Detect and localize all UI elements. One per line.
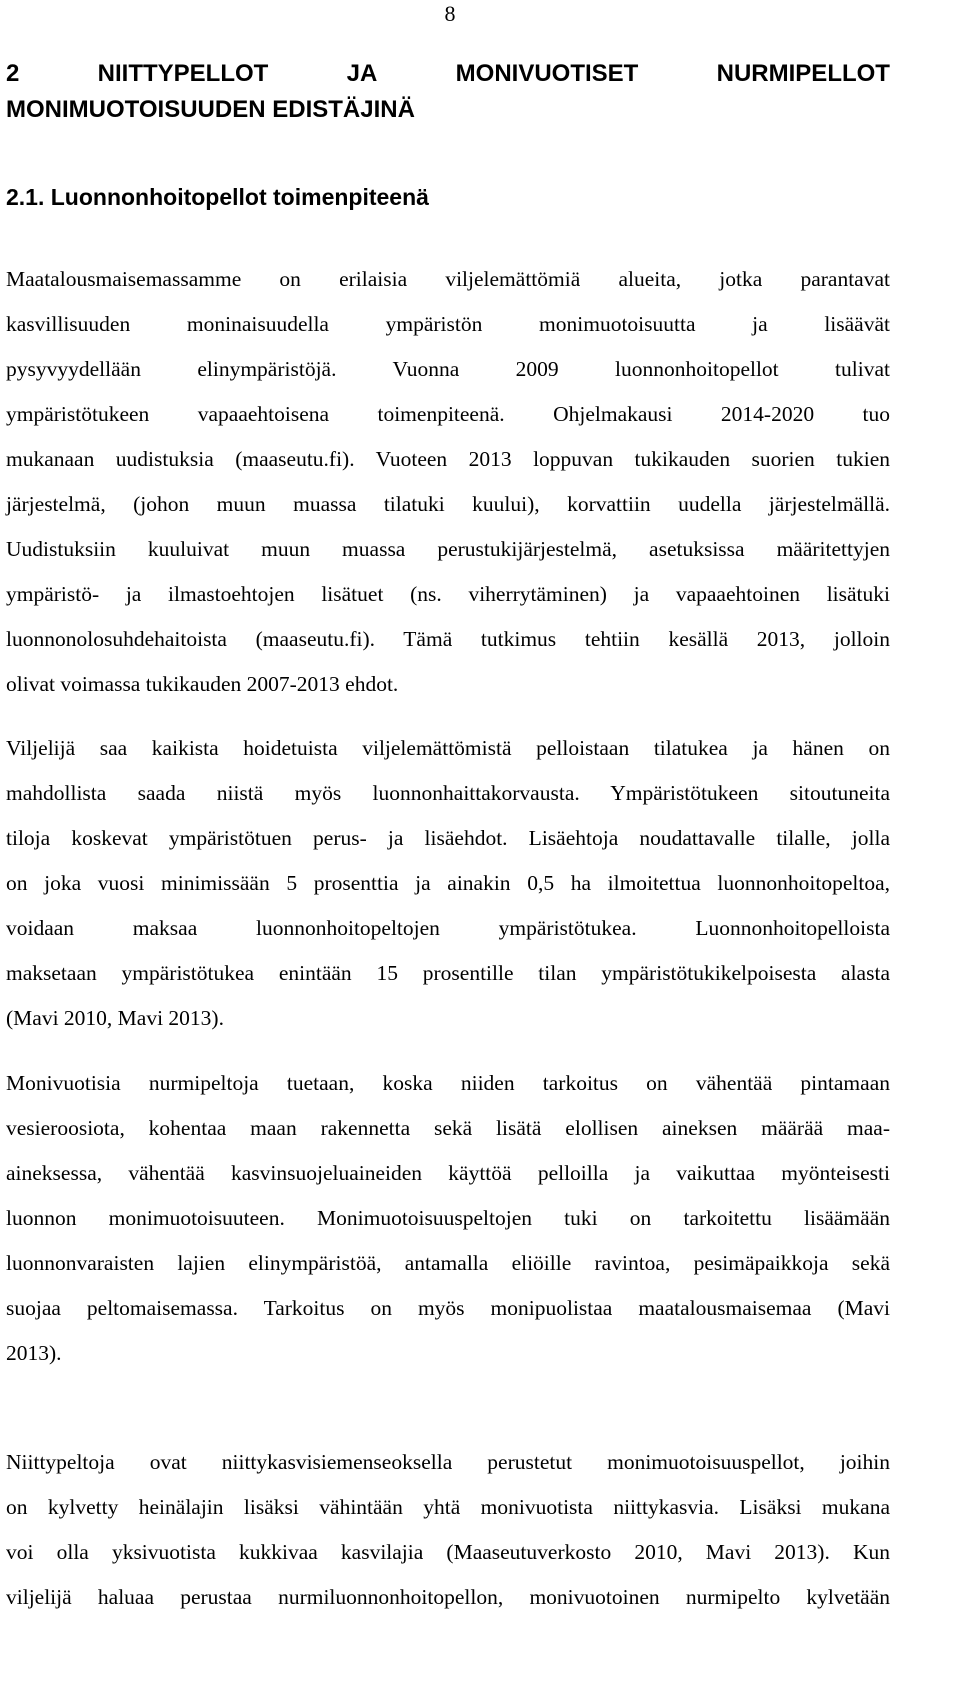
chapter-heading-line-2: MONIMUOTOISUUDEN EDISTÄJINÄ xyxy=(6,96,415,123)
paragraph-line: tiloja koskevat ympäristötuen perus- ja lisäehdot. Lisäehtoja noudattavalle tilalle, jolla xyxy=(6,826,890,850)
paragraph-line: luonnonolosuhdehaitoista (maaseutu.fi). Tämä tutkimus tehtiin kesällä 2013, jolloin xyxy=(6,627,890,651)
chapter-heading-word: NURMIPELLOT xyxy=(716,60,890,87)
paragraph-1 xyxy=(6,257,890,707)
paragraph-line: Monivuotisia nurmipeltoja tuetaan, koska niiden tarkoitus on vähentää pintamaan xyxy=(6,1071,890,1095)
paragraph-line: Uudistuksiin kuuluivat muun muassa perustukijärjestelmä, asetuksissa määritettyjen xyxy=(6,537,890,561)
paragraph-line: (Mavi 2010, Mavi 2013). xyxy=(6,1006,224,1030)
paragraph-line: maksetaan ympäristötukea enintään 15 prosentille tilan ympäristötukikelpoisesta alasta xyxy=(6,961,890,985)
chapter-heading-word: 2 xyxy=(6,60,20,87)
paragraph-line: on joka vuosi minimissään 5 prosenttia ja ainakin 0,5 ha ilmoitettua luonnonhoitopeltoa, xyxy=(6,871,890,895)
chapter-heading-word: NIITTYPELLOT xyxy=(97,60,269,87)
paragraph-line: on kylvetty heinälajin lisäksi vähintään yhtä monivuotista niittykasvia. Lisäksi mukana xyxy=(6,1495,890,1519)
chapter-heading-word: JA xyxy=(346,60,378,87)
paragraph-line: 2013). xyxy=(6,1341,62,1365)
paragraph-line: luonnonvaraisten lajien elinympäristöä, antamalla eliöille ravintoa, pesimäpaikkoja sekä xyxy=(6,1251,890,1275)
paragraph-line: kasvillisuuden moninaisuudella ympäristön monimuotoisuutta ja lisäävät xyxy=(6,312,890,336)
section-heading: 2.1. Luonnonhoitopellot toimenpiteenä xyxy=(6,184,429,210)
paragraph-line: olivat voimassa tukikauden 2007-2013 ehdot. xyxy=(6,672,399,696)
paragraph-line: ympäristö- ja ilmastoehtojen lisätuet (ns. viherrytäminen) ja vapaaehtoinen lisätuki xyxy=(6,582,890,606)
chapter-heading-line-1 xyxy=(6,56,890,92)
chapter-heading xyxy=(6,56,890,128)
page-number: 8 xyxy=(444,1,456,26)
paragraph-line: ympäristötukeen vapaaehtoisena toimenpiteenä. Ohjelmakausi 2014-2020 tuo xyxy=(6,402,890,426)
paragraph-line: mahdollista saada niistä myös luonnonhaittakorvausta. Ympäristötukeen sitoutuneita xyxy=(6,781,890,805)
paragraph-line: voidaan maksaa luonnonhoitopeltojen ympäristötukea. Luonnonhoitopelloista xyxy=(6,916,890,940)
paragraph-line: suojaa peltomaisemassa. Tarkoitus on myös monipuolistaa maatalousmaisemaa (Mavi xyxy=(6,1296,890,1320)
paragraph-line: viljelijä haluaa perustaa nurmiluonnonhoitopellon, monivuotoinen nurmipelto kylvetään xyxy=(6,1585,890,1609)
paragraph-3 xyxy=(6,1061,890,1376)
paragraph-line: vesieroosiota, kohentaa maan rakennetta sekä lisätä elollisen aineksen määrää maa- xyxy=(6,1116,890,1140)
paragraph-line: voi olla yksivuotista kukkivaa kasvilajia (Maaseutuverkosto 2010, Mavi 2013). Kun xyxy=(6,1540,890,1564)
paragraph-2 xyxy=(6,726,890,1041)
paragraph-line: pysyvyydellään elinympäristöjä. Vuonna 2009 luonnonhoitopellot tulivat xyxy=(6,357,890,381)
paragraph-line: Viljelijä saa kaikista hoidetuista viljelemättömistä pelloistaan tilatukea ja hänen on xyxy=(6,736,890,760)
paragraph-line: Niittypeltoja ovat niittykasvisiemenseoksella perustetut monimuotoisuuspellot, joihin xyxy=(6,1450,890,1474)
paragraph-line: aineksessa, vähentää kasvinsuojeluaineiden käyttöä pelloilla ja vaikuttaa myönteisesti xyxy=(6,1161,890,1185)
paragraph-line: Maatalousmaisemassamme on erilaisia viljelemättömiä alueita, jotka parantavat xyxy=(6,267,890,291)
paragraph-line: luonnon monimuotoisuuteen. Monimuotoisuuspeltojen tuki on tarkoitettu lisäämään xyxy=(6,1206,890,1230)
paragraph-4 xyxy=(6,1440,890,1620)
paragraph-line: mukanaan uudistuksia (maaseutu.fi). Vuoteen 2013 loppuvan tukikauden suorien tukien xyxy=(6,447,890,471)
paragraph-line: järjestelmä, (johon muun muassa tilatuki kuului), korvattiin uudella järjestelmällä. xyxy=(6,492,890,516)
chapter-heading-word: MONIVUOTISET xyxy=(455,60,639,87)
